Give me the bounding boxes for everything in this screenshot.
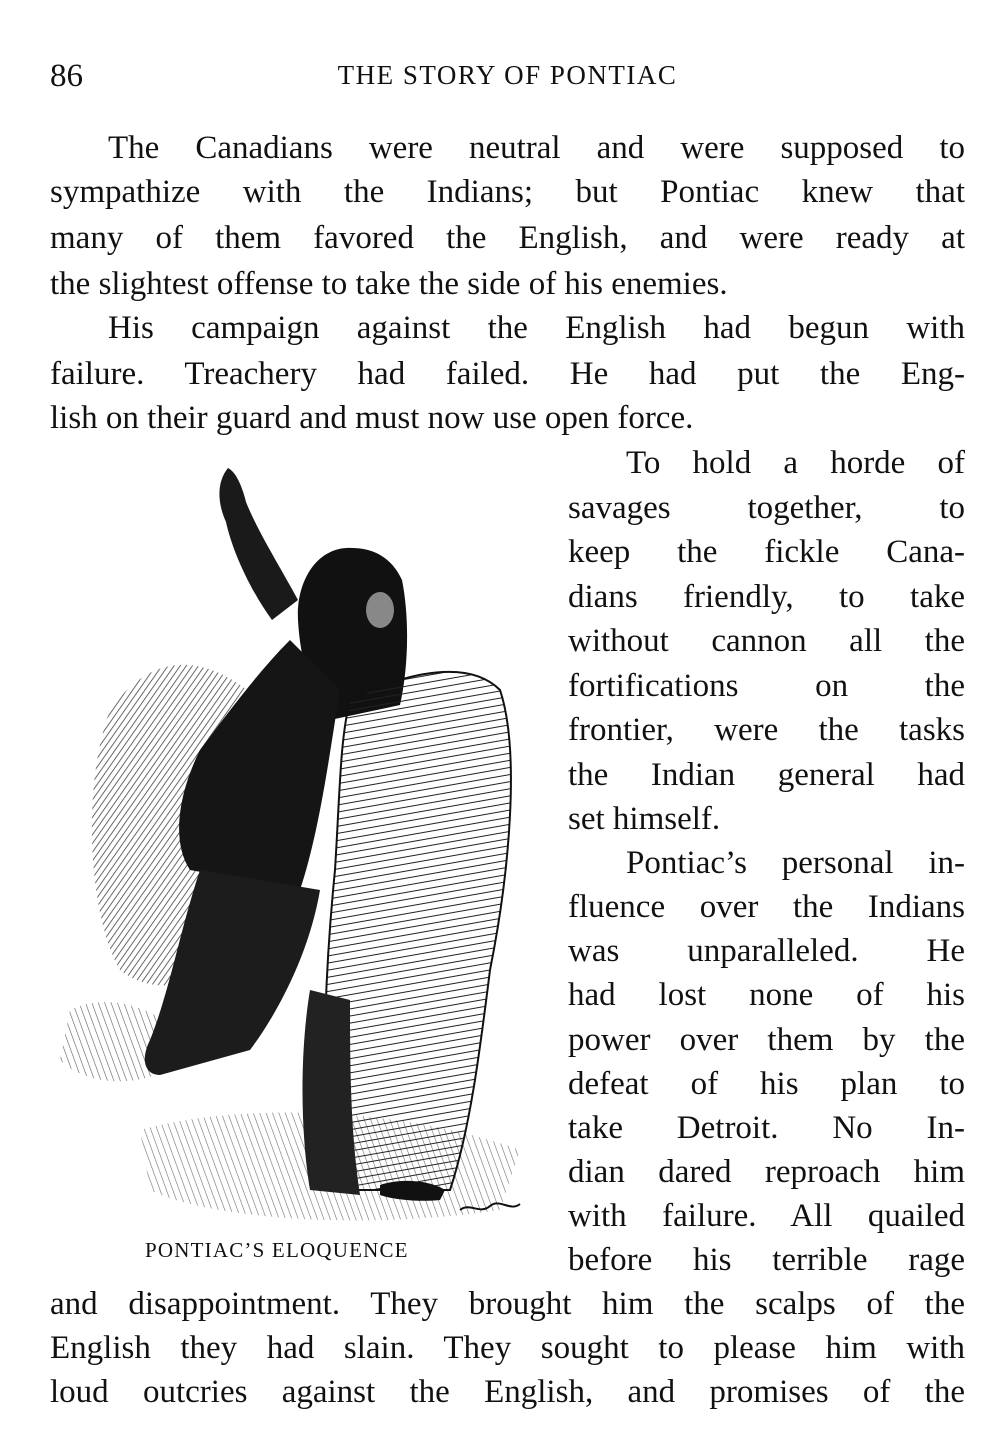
engraving-figure bbox=[50, 450, 560, 1250]
text-line: without cannon all the bbox=[568, 623, 965, 659]
text-line: defeat of his plan to bbox=[568, 1066, 965, 1102]
text-line: with failure. All quailed bbox=[568, 1198, 965, 1234]
text-line: lish on their guard and must now use open force. bbox=[50, 400, 694, 436]
text-line: To hold a horde of bbox=[626, 445, 965, 481]
text-line: the slightest offense to take the side of his enemies. bbox=[50, 266, 728, 302]
text-line: set himself. bbox=[568, 801, 721, 837]
text-line: failure. Treachery had failed. He had put the Eng- bbox=[50, 356, 965, 392]
running-title: THE STORY OF PONTIAC bbox=[337, 60, 678, 90]
text-line: fluence over the Indians bbox=[568, 889, 965, 925]
text-line: savages together, to bbox=[568, 490, 965, 526]
page-header bbox=[50, 58, 965, 98]
text-line: had lost none of his bbox=[568, 977, 965, 1013]
text-line: English they had slain. They sought to please him with bbox=[50, 1330, 965, 1366]
text-line: and disappointment. They brought him the scalps of the bbox=[50, 1286, 965, 1322]
text-line: the Indian general had bbox=[568, 757, 965, 793]
text-line: before his terrible rage bbox=[568, 1242, 965, 1278]
text-line: power over them by the bbox=[568, 1022, 965, 1058]
text-line: fortifications on the bbox=[568, 668, 965, 704]
text-line: frontier, were the tasks bbox=[568, 712, 965, 748]
text-line: many of them favored the English, and were ready at bbox=[50, 220, 965, 256]
text-line: was unparalleled. He bbox=[568, 933, 965, 969]
page-number: 86 bbox=[50, 58, 83, 94]
illustration-pontiac bbox=[50, 450, 560, 1250]
text-line: keep the fickle Cana- bbox=[568, 534, 965, 570]
text-line: His campaign against the English had begun with bbox=[108, 310, 965, 346]
text-line: dian dared reproach him bbox=[568, 1154, 965, 1190]
text-line: Pontiac’s personal in- bbox=[626, 845, 965, 881]
figure-caption: PONTIAC’S ELOQUENCE bbox=[145, 1238, 409, 1262]
text-line: sympathize with the Indians; but Pontiac knew that bbox=[50, 174, 965, 210]
text-line: loud outcries against the English, and promises of the bbox=[50, 1374, 965, 1410]
text-line: The Canadians were neutral and were supposed to bbox=[108, 130, 965, 166]
text-line: dians friendly, to take bbox=[568, 579, 965, 615]
text-line: take Detroit. No In- bbox=[568, 1110, 965, 1146]
